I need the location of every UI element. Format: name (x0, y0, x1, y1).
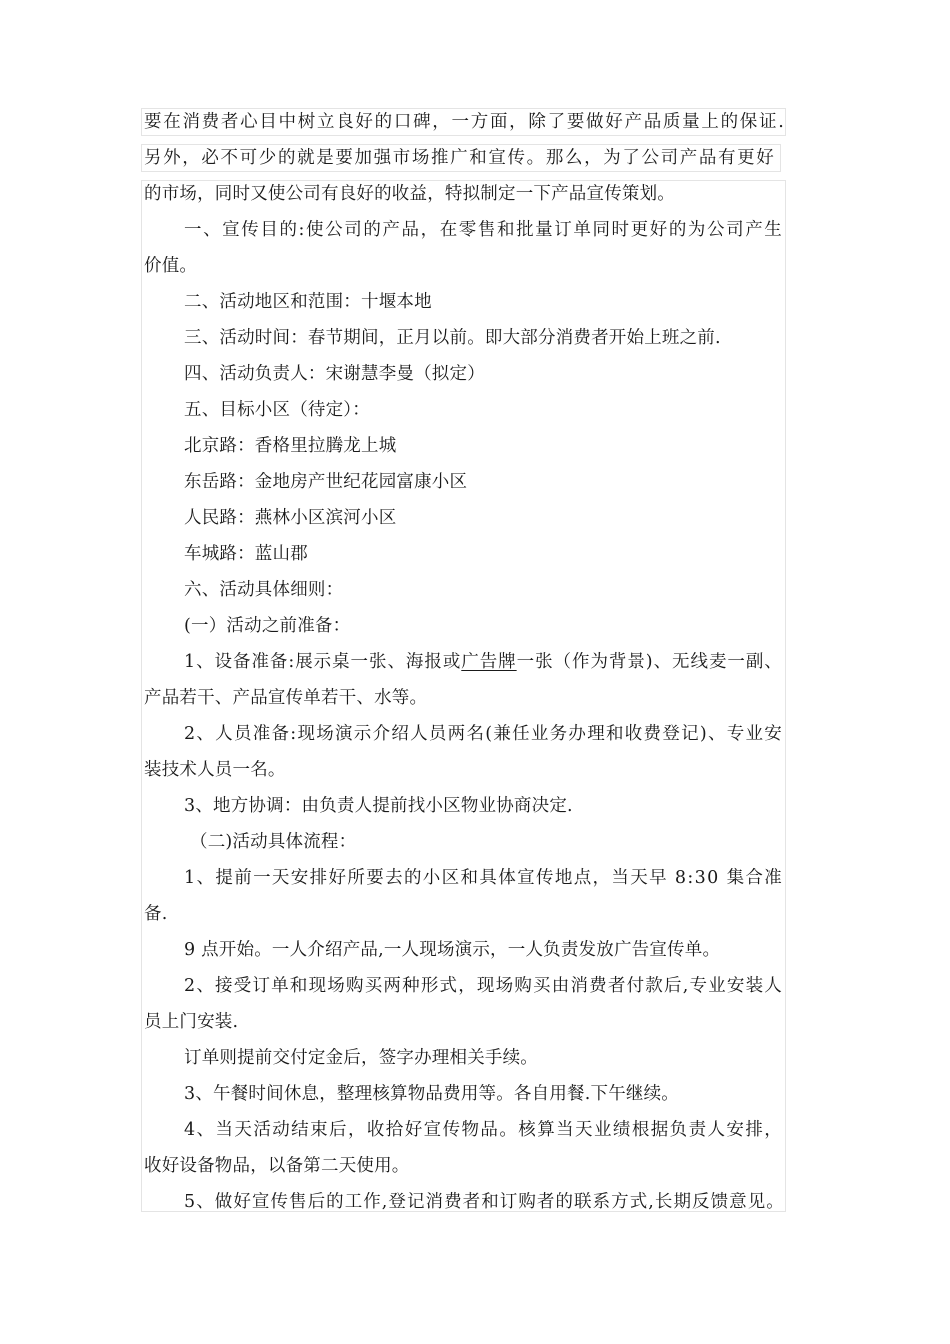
text-line-30: 收好设备物品，以备第二天使用。 (144, 1156, 410, 1176)
text-line-27: 订单则提前交付定金后，签字办理相关手续。 (184, 1048, 538, 1068)
billboard-link[interactable]: 广告牌 (461, 652, 517, 672)
text-line-23: 备. (144, 904, 168, 924)
text-line-15: (一）活动之前准备： (184, 616, 351, 636)
text-line-9: 五、目标小区（待定）： (184, 400, 370, 420)
text-line-2: 另外，必不可少的就是要加强市场推广和宣传。那么，为了公司产品有更好 (144, 148, 776, 168)
text-line-25: 2、接受订单和现场购买两种形式，现场购买由消费者付款后,专业安装人 (184, 976, 784, 996)
text-line-17: 产品若干、产品宣传单若干、水等。 (144, 688, 428, 708)
text-line-5: 价值。 (144, 256, 198, 276)
text-line-31: 5、做好宣传售后的工作,登记消费者和订购者的联系方式,长期反馈意见。 (184, 1192, 785, 1212)
text-line-8: 四、活动负责人：宋谢慧李曼（拟定） (184, 364, 485, 384)
text-line-12: 人民路：燕林小区滨河小区 (184, 508, 397, 528)
text-line-6: 二、活动地区和范围：十堰本地 (184, 292, 432, 312)
text-line-3: 的市场，同时又使公司有良好的收益，特拟制定一下产品宣传策划。 (144, 184, 675, 204)
text-line-16 (184, 650, 783, 674)
text-line-26: 员上门安装. (144, 1012, 239, 1032)
text-line-14: 六、活动具体细则： (184, 580, 344, 600)
text-segment: 一张（作为背景)、无线麦一副、 (516, 652, 783, 672)
text-line-21: （二)活动具体流程： (190, 832, 357, 852)
text-line-24: 9 点开始。一人介绍产品,一人现场演示，一人负责发放广告宣传单。 (184, 940, 721, 960)
text-line-10: 北京路：香格里拉腾龙上城 (184, 436, 397, 456)
text-line-22: 1、提前一天安排好所要去的小区和具体宣传地点，当天早 8:30 集合准 (184, 868, 784, 888)
text-line-29: 4、当天活动结束后，收拾好宣传物品。核算当天业绩根据负责人安排， (184, 1120, 784, 1140)
text-line-28: 3、午餐时间休息，整理核算物品费用等。各自用餐.下午继续。 (184, 1084, 679, 1104)
text-line-18: 2、人员准备:现场演示介绍人员两名(兼任业务办理和收费登记)、专业安 (184, 724, 784, 744)
text-line-11: 东岳路：金地房产世纪花园富康小区 (184, 472, 468, 492)
text-line-4: 一、宣传目的:使公司的产品，在零售和批量订单同时更好的为公司产生 (184, 220, 784, 240)
text-line-19: 装技术人员一名。 (144, 760, 286, 780)
text-line-13: 车城路：蓝山郡 (184, 544, 308, 564)
text-line-1: 要在消费者心目中树立良好的口碑，一方面，除了要做好产品质量上的保证. (144, 112, 786, 132)
text-line-7: 三、活动时间：春节期间，正月以前。即大部分消费者开始上班之前. (184, 328, 721, 348)
text-segment: 1、设备准备:展示桌一张、海报或 (184, 652, 462, 672)
text-line-20: 3、地方协调：由负责人提前找小区物业协商决定. (184, 796, 573, 816)
